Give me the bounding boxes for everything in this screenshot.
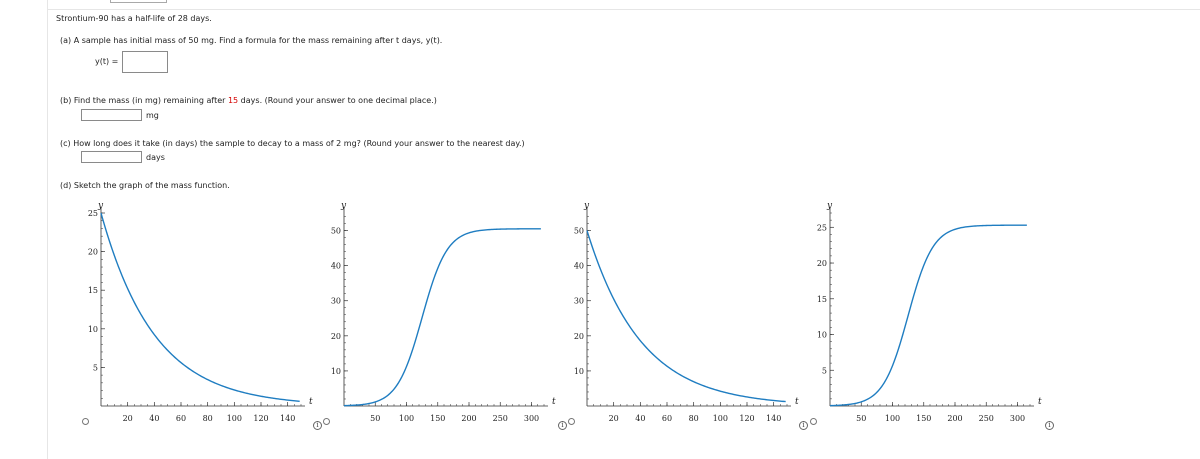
graph-option-2-info-icon[interactable]: i xyxy=(558,421,567,430)
mass-curve xyxy=(587,231,786,402)
page-frame-left xyxy=(47,0,48,459)
x-tick-label: 120 xyxy=(253,414,269,423)
y-tick-label: 25 xyxy=(87,209,98,218)
part-a-text: A sample has initial mass of 50 mg. Find a formula for the mass remaining after t days, y(t). xyxy=(73,36,443,45)
y-tick-label: 50 xyxy=(330,226,341,236)
part-d-text: Sketch the graph of the mass function. xyxy=(73,181,230,190)
x-tick-label: 50 xyxy=(370,414,381,423)
page-frame-top xyxy=(47,9,1200,10)
x-tick-label: 40 xyxy=(149,414,160,423)
part-b-days-value: 15 xyxy=(227,96,239,105)
y-tick-label: 30 xyxy=(330,296,341,306)
x-tick-label: 60 xyxy=(175,414,187,423)
part-c-unit: days xyxy=(146,153,165,162)
part-b-text-before: Find the mass (in mg) remaining after xyxy=(73,96,228,105)
y-tick-label: 40 xyxy=(330,261,341,271)
x-tick-label: 250 xyxy=(492,414,508,423)
y-axis-label: y xyxy=(584,201,590,211)
x-axis-label: t xyxy=(795,397,799,407)
x-tick-label: 100 xyxy=(712,414,728,423)
x-tick-label: 300 xyxy=(523,414,540,423)
part-a-answer-label: y(t) = xyxy=(95,57,119,66)
graph-option-3 xyxy=(565,195,797,435)
graph-option-2 xyxy=(322,195,554,435)
mass-curve xyxy=(830,225,1027,405)
part-c-days-input[interactable] xyxy=(81,151,142,163)
part-a-formula-input[interactable] xyxy=(122,51,168,73)
part-c-text: How long does it take (in days) the sample to decay to a mass of 2 mg? (Round your answer to the nearest day.) xyxy=(73,139,525,148)
graph-option-3-info-icon[interactable]: i xyxy=(799,421,808,430)
graph-option-4 xyxy=(808,195,1040,435)
y-axis-label: y xyxy=(341,201,347,211)
x-tick-label: 300 xyxy=(1009,414,1026,423)
x-tick-label: 100 xyxy=(398,414,415,423)
part-b-question xyxy=(60,96,437,105)
problem-intro: Strontium-90 has a half-life of 28 days. xyxy=(56,14,212,23)
part-c-question xyxy=(60,139,525,148)
x-tick-label: 100 xyxy=(226,414,242,423)
x-axis-label: t xyxy=(552,397,556,407)
x-tick-label: 40 xyxy=(635,414,646,423)
y-tick-label: 30 xyxy=(573,296,584,306)
part-d-label: (d) xyxy=(60,181,72,190)
part-b-label: (b) xyxy=(60,96,72,105)
part-b-unit: mg xyxy=(146,111,159,120)
graph-option-1 xyxy=(79,195,311,435)
x-tick-label: 140 xyxy=(766,414,782,423)
part-a-label: (a) xyxy=(60,36,72,45)
x-tick-label: 120 xyxy=(739,414,755,423)
x-tick-label: 80 xyxy=(688,414,699,423)
y-axis-label: y xyxy=(98,201,104,211)
y-tick-label: 10 xyxy=(816,330,827,340)
x-axis-label: t xyxy=(1038,397,1042,407)
x-tick-label: 80 xyxy=(202,414,213,423)
mass-curve xyxy=(101,213,300,401)
part-d-question xyxy=(60,181,230,190)
y-tick-label: 10 xyxy=(573,366,584,376)
y-tick-label: 15 xyxy=(816,294,827,304)
y-tick-label: 20 xyxy=(87,247,98,257)
part-a-question xyxy=(60,36,442,45)
graph-4-svg xyxy=(808,195,1040,435)
y-tick-label: 10 xyxy=(330,366,341,376)
graph-3-svg xyxy=(565,195,797,435)
part-b-text-after: days. (Round your answer to one decimal place.) xyxy=(238,96,437,105)
x-tick-label: 20 xyxy=(608,414,619,423)
x-tick-label: 20 xyxy=(122,414,133,423)
mass-curve xyxy=(344,229,541,406)
x-axis-label: t xyxy=(309,397,313,407)
y-tick-label: 20 xyxy=(573,331,584,341)
graph-2-svg xyxy=(322,195,554,435)
y-tick-label: 5 xyxy=(92,363,98,373)
x-tick-label: 140 xyxy=(280,414,296,423)
y-tick-label: 5 xyxy=(821,366,827,376)
y-tick-label: 15 xyxy=(87,286,98,296)
y-tick-label: 20 xyxy=(816,259,827,269)
y-tick-label: 10 xyxy=(87,324,98,334)
graph-1-svg xyxy=(79,195,311,435)
graph-option-4-info-icon[interactable]: i xyxy=(1045,421,1054,430)
y-tick-label: 25 xyxy=(816,223,827,233)
x-tick-label: 50 xyxy=(856,414,867,423)
x-tick-label: 100 xyxy=(884,414,901,423)
x-tick-label: 150 xyxy=(430,414,446,423)
part-c-label: (c) xyxy=(60,139,71,148)
x-tick-label: 150 xyxy=(916,414,932,423)
x-tick-label: 200 xyxy=(947,414,963,423)
graph-option-1-info-icon[interactable]: i xyxy=(313,421,322,430)
x-tick-label: 250 xyxy=(978,414,994,423)
previous-input-edge xyxy=(110,0,167,3)
y-tick-label: 50 xyxy=(573,226,584,236)
y-tick-label: 20 xyxy=(330,331,341,341)
x-tick-label: 200 xyxy=(461,414,477,423)
x-tick-label: 60 xyxy=(661,414,673,423)
part-b-mass-input[interactable] xyxy=(81,109,142,121)
y-tick-label: 40 xyxy=(573,261,584,271)
y-axis-label: y xyxy=(827,201,833,211)
